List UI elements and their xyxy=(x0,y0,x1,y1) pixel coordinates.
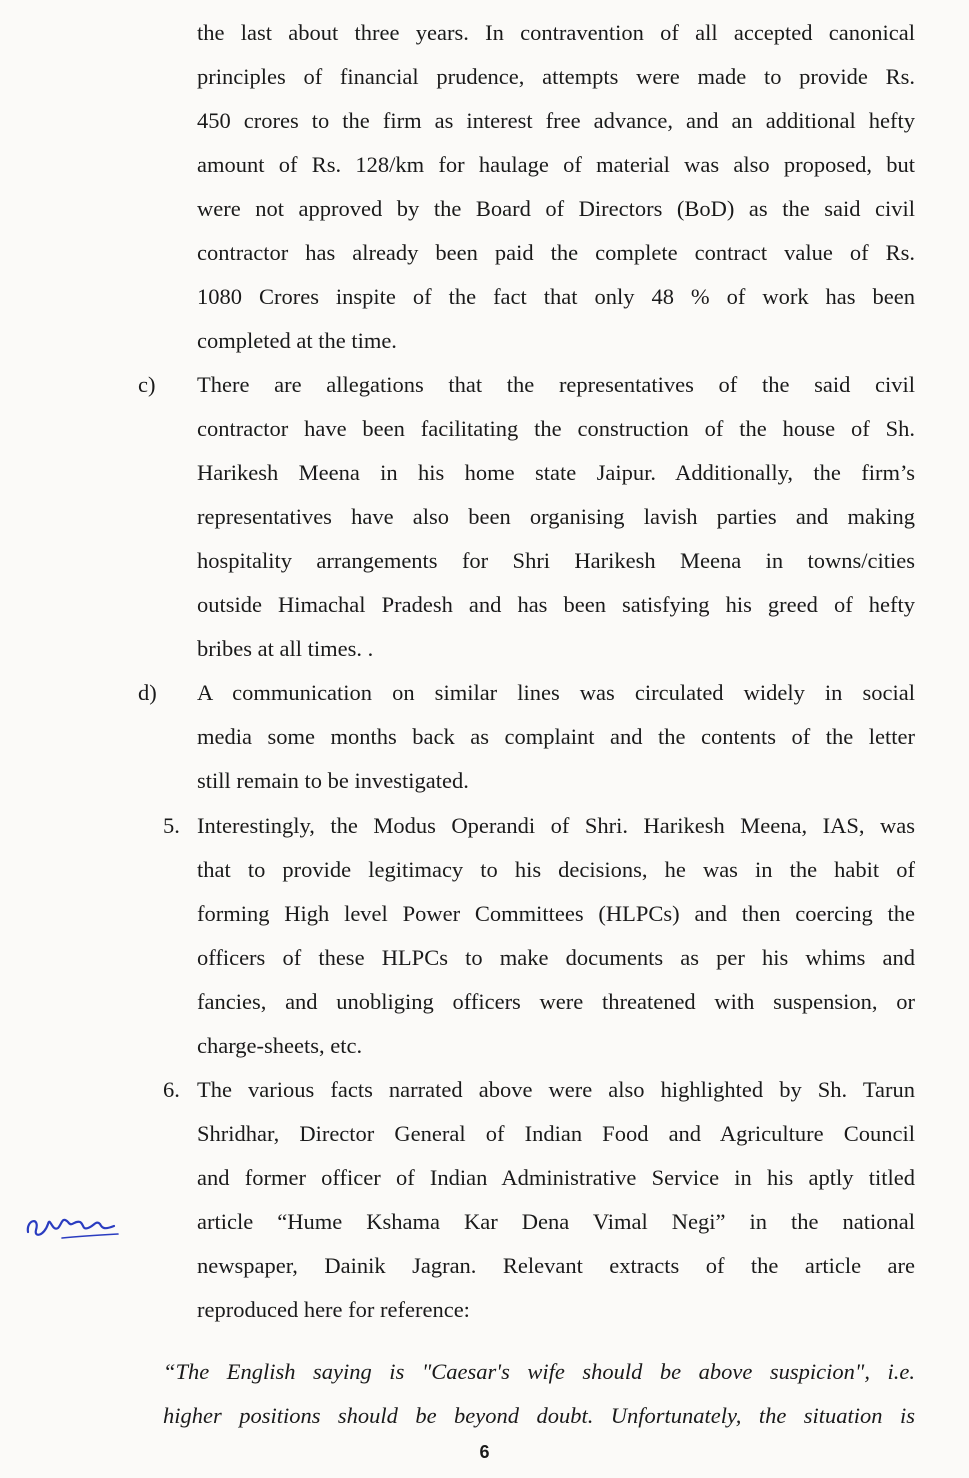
text-line: outside Himachal Pradesh and has been satisfying his greed of hefty xyxy=(197,592,915,617)
item-d-label: d) xyxy=(138,680,157,705)
text-line: A communication on similar lines was circulated widely in social xyxy=(197,680,915,705)
text-line: media some months back as complaint and the contents of the letter xyxy=(197,724,915,749)
text-line: completed at the time. xyxy=(197,328,397,353)
text-line: contractor has already been paid the complete contract value of Rs. xyxy=(197,240,915,265)
item-6-paragraph xyxy=(197,1075,915,1339)
text-line: still remain to be investigated. xyxy=(197,768,469,793)
text-line: reproduced here for reference: xyxy=(197,1297,470,1322)
item-c-label: c) xyxy=(138,372,156,397)
text-line: forming High level Power Committees (HLPCs) and then coercing the xyxy=(197,901,915,926)
text-line: newspaper, Dainik Jagran. Relevant extracts of the article are xyxy=(197,1253,915,1278)
text-line: were not approved by the Board of Directors (BoD) as the said civil xyxy=(197,196,915,221)
text-line: The various facts narrated above were also highlighted by Sh. Tarun xyxy=(197,1077,915,1102)
text-line: Interestingly, the Modus Operandi of Shri. Harikesh Meena, IAS, was xyxy=(197,813,915,838)
text-line: 450 crores to the firm as interest free advance, and an additional hefty xyxy=(197,108,915,133)
text-line: charge-sheets, etc. xyxy=(197,1033,363,1058)
item-6-label: 6. xyxy=(163,1077,180,1102)
text-line: bribes at all times. . xyxy=(197,636,374,661)
text-line: officers of these HLPCs to make documents as per his whims and xyxy=(197,945,915,970)
text-line: hospitality arrangements for Shri Harikesh Meena in towns/cities xyxy=(197,548,915,573)
text-line: principles of financial prudence, attempts were made to provide Rs. xyxy=(197,64,915,89)
text-line: 1080 Crores inspite of the fact that only 48 % of work has been xyxy=(197,284,915,309)
item-5-paragraph xyxy=(197,811,915,1075)
text-line: and former officer of Indian Administrative Service in his aptly titled xyxy=(197,1165,915,1190)
text-line: higher positions should be beyond doubt. Unfortunately, the situation is xyxy=(163,1403,915,1428)
text-line: amount of Rs. 128/km for haulage of material was also proposed, but xyxy=(197,152,915,177)
continuation-paragraph xyxy=(197,18,915,370)
text-line: fancies, and unobliging officers were threatened with suspension, or xyxy=(197,989,915,1014)
item-d-paragraph xyxy=(197,678,915,810)
item-5-label: 5. xyxy=(163,813,180,838)
text-line: article “Hume Kshama Kar Dena Vimal Negi” in the national xyxy=(197,1209,915,1234)
text-line: Harikesh Meena in his home state Jaipur. Additionally, the firm’s xyxy=(197,460,915,485)
text-line: “The English saying is "Caesar's wife should be above suspicion", i.e. xyxy=(163,1359,915,1384)
text-line: representatives have also been organising lavish parties and making xyxy=(197,504,915,529)
text-line: There are allegations that the representatives of the said civil xyxy=(197,372,915,397)
page-number: 6 xyxy=(479,1442,490,1462)
text-line: that to provide legitimacy to his decisions, he was in the habit of xyxy=(197,857,915,882)
text-line: contractor have been facilitating the construction of the house of Sh. xyxy=(197,416,915,441)
text-line: the last about three years. In contravention of all accepted canonical xyxy=(197,20,915,45)
text-line: Shridhar, Director General of Indian Food and Agriculture Council xyxy=(197,1121,915,1146)
handwritten-signature xyxy=(22,1202,122,1246)
item-c-paragraph xyxy=(197,370,915,678)
quote-paragraph xyxy=(163,1357,915,1445)
